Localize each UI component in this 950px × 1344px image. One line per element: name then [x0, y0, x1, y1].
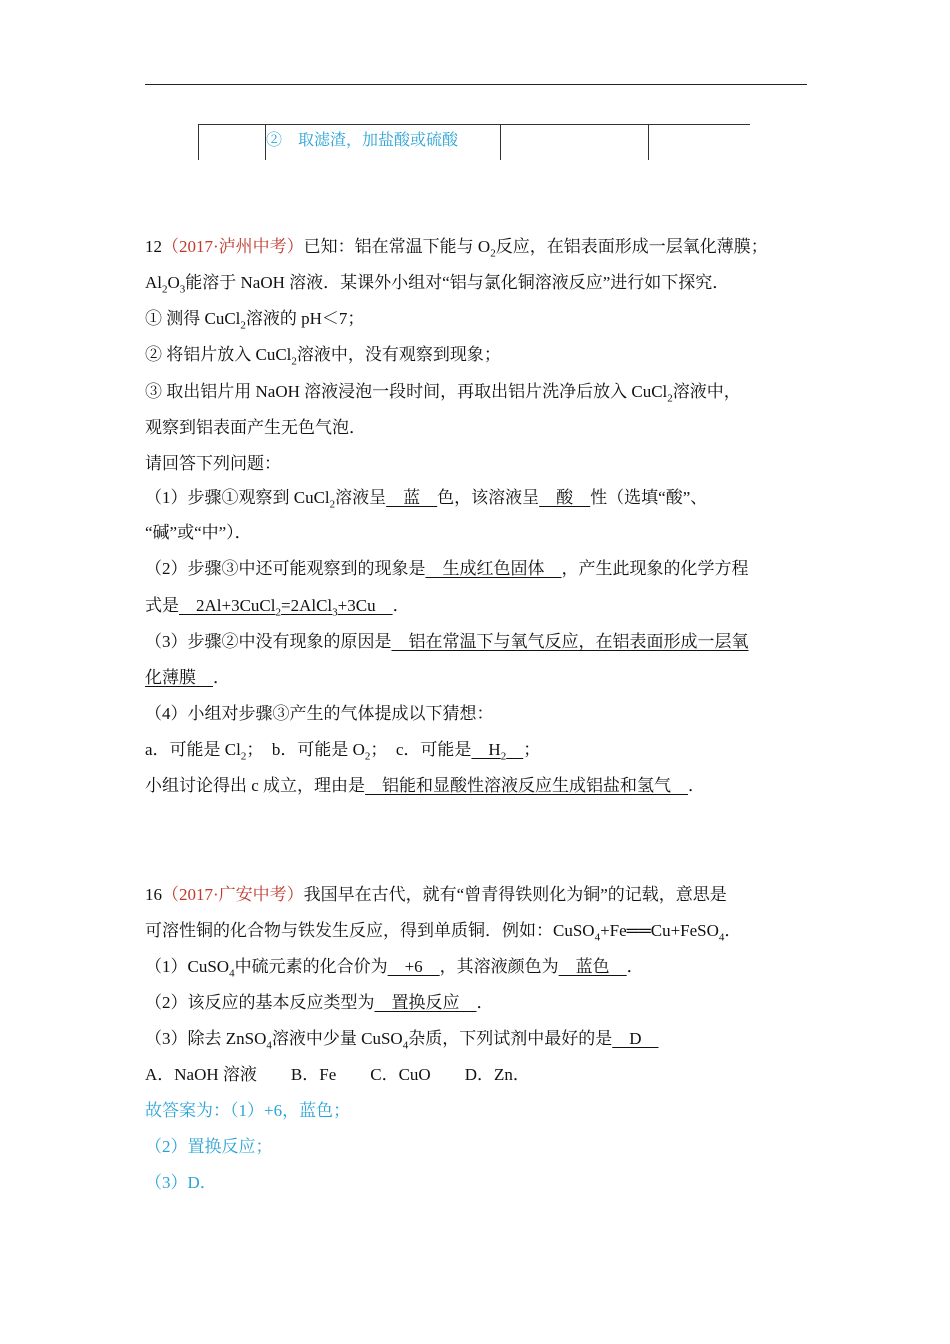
answer-blank: 铝在常温下与氧气反应，在铝表面形成一层氧 [391, 632, 749, 651]
answer-key-1: 故答案为：（1）+6，蓝色； [145, 1101, 351, 1120]
q12-part-2-equation: 式是 2Al+3CuCl$_2$=2AlCl$_3$+3Cu ． [145, 596, 410, 619]
q12-line-4: ② 将铝片放入 CuCl$_2$溶液中，没有观察到现象； [145, 345, 501, 368]
answer-blank: 生成红色固体 [425, 559, 562, 578]
question-source: （2017·泸州中考） [162, 237, 304, 256]
q12-part-3-cont: 化薄膜 ． [145, 668, 230, 687]
table-cell-text: ② 取滤渣，加盐酸或硫酸 [266, 132, 459, 149]
table-border [198, 125, 199, 160]
answer-blank: $H_2$ [471, 740, 507, 763]
question-number: 16 [145, 885, 162, 904]
question-source: （2017·广安中考） [162, 885, 304, 904]
answer-blank: 2Al+3CuCl$_2$=2AlCl$_3$+3Cu [179, 596, 393, 619]
answer-key-3: （3）D． [145, 1173, 217, 1192]
q12-part-1-cont: “碱”或“中”）． [145, 523, 252, 542]
answer-blank: 化薄膜 [145, 668, 213, 687]
q16-options: A．NaOH 溶液 B．Fe C．CuO D．Zn． [145, 1065, 530, 1084]
answer-blank: 酸 [539, 488, 591, 507]
q12-part-4-options: a．可能是 $Cl_2$； b．可能是 $O_2$； c．可能是 $H_2$ ； [145, 740, 541, 763]
q12-line-6: 观察到铝表面产生无色气泡． [145, 418, 366, 437]
q12-conclusion: 小组讨论得出 c 成立，理由是 铝能和显酸性溶液反应生成铝盐和氢气 ． [145, 776, 706, 795]
table-border [648, 125, 649, 160]
answer-blank: 置换反应 [374, 993, 477, 1012]
answer-blank: D [612, 1029, 659, 1048]
q16-line-2: 可溶性铜的化合物与铁发生反应，得到单质铜．例如：CuSO$_4$+Fe══Cu+FeSO$_4$． [145, 921, 742, 944]
q16-line-1: 16（2017·广安中考）我国早在古代，就有“曾青得铁则化为铜”的记载，意思是 [145, 885, 727, 904]
question-number: 12 [145, 237, 162, 256]
q12-line-5: ③ 取出铝片用 NaOH 溶液浸泡一段时间，再取出铝片洗净后放入 CuCl$_2$溶液中， [145, 382, 741, 405]
answer-blank: 铝能和显酸性溶液反应生成铝盐和氢气 [365, 776, 689, 795]
answer-blank: 蓝色 [558, 957, 627, 976]
q12-line-7: 请回答下列问题： [145, 454, 281, 473]
q16-part-3: （3）除去 ZnSO$_4$溶液中少量 CuSO$_4$杂质，下列试剂中最好的是 D [145, 1029, 659, 1052]
q12-line-1: 12（2017·泸州中考）已知：铝在常温下能与 $O_2$反应，在铝表面形成一层氧化薄膜； [145, 237, 768, 260]
q12-part-4: （4）小组对步骤③产生的气体提成以下猜想： [145, 704, 494, 723]
answer-blank: 蓝 [386, 488, 438, 507]
answer-key-2: （2）置换反应； [145, 1137, 273, 1156]
q16-part-2: （2）该反应的基本反应类型为 置换反应 ． [145, 993, 494, 1012]
q12-part-3: （3）步骤②中没有现象的原因是 铝在常温下与氧气反应，在铝表面形成一层氧 [145, 632, 749, 651]
q12-part-1: （1）步骤①观察到 CuCl$_2$溶液呈 蓝 色，该溶液呈 酸 性（选填“酸”、 [145, 488, 708, 511]
table-border [500, 125, 501, 160]
header-rule [145, 84, 807, 85]
q16-part-1: （1）CuSO$_4$中硫元素的化合价为 +6 ，其溶液颜色为 蓝色 ． [145, 957, 644, 980]
answer-blank: +6 [387, 957, 440, 976]
q12-line-2: $Al_2O_3$能溶于 NaOH 溶液．某课外小组对“铝与氯化铜溶液反应”进行如下探究． [145, 273, 730, 296]
q12-part-2: （2）步骤③中还可能观察到的现象是 生成红色固体 ，产生此现象的化学方程 [145, 559, 749, 578]
q12-line-3: ① 测得 CuCl$_2$溶液的 pH＜7； [145, 309, 365, 332]
